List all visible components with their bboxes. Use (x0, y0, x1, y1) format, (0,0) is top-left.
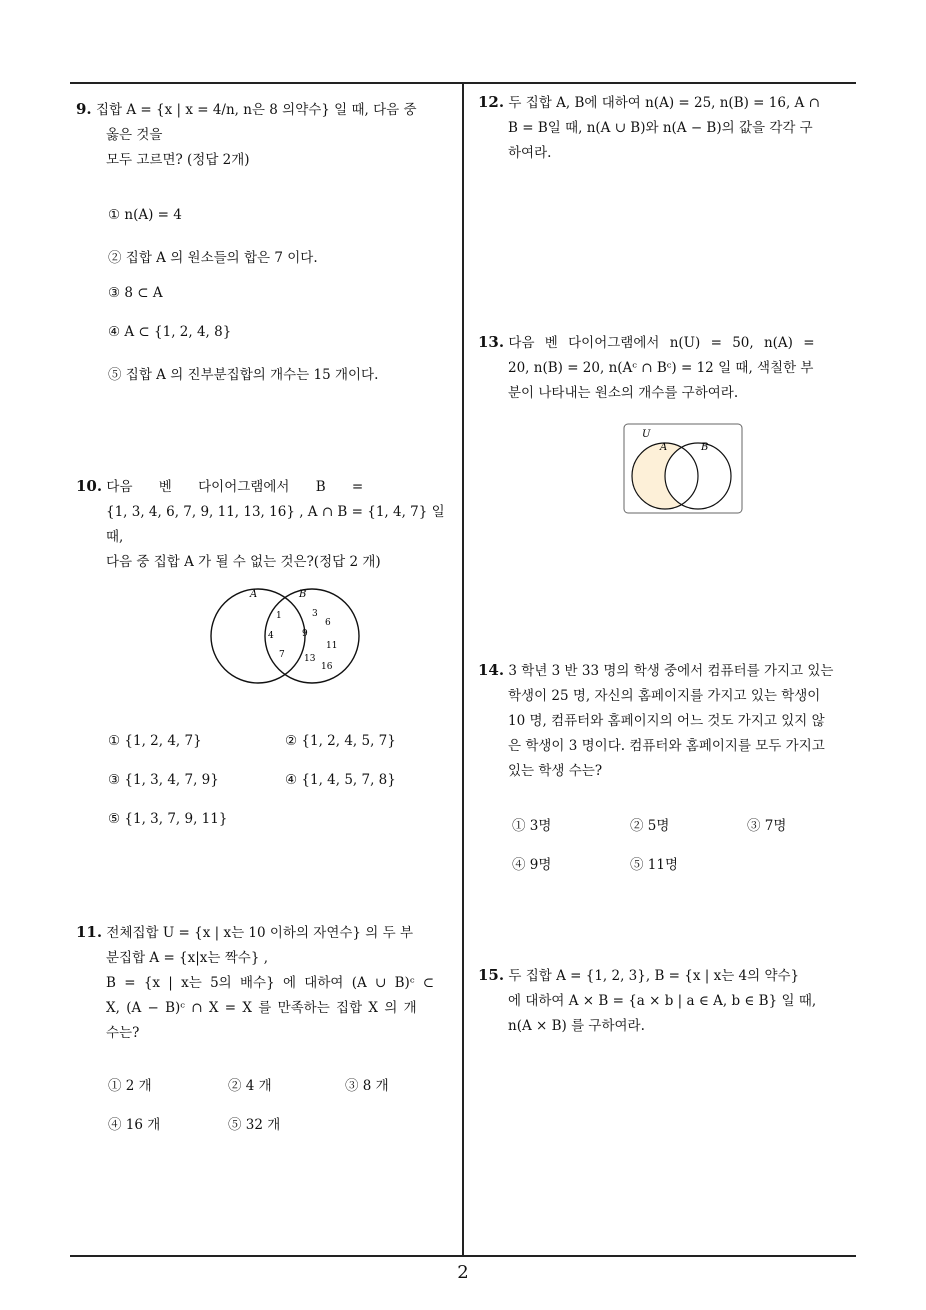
option-1[interactable]: ① n(A) = 4 (108, 207, 182, 223)
question-text: X, (A − B)ᶜ ∩ X = X 를 만족하는 집합 X 의 개 (106, 1000, 417, 1016)
question-14 (478, 658, 858, 784)
universal-set-label: U (642, 429, 651, 440)
set-a-label: A (250, 589, 258, 600)
question-text: 에 대하여 A × B = {a × b | a ∈ A, b ∈ B} 일 때, (508, 993, 817, 1009)
option-4[interactable]: ④ {1, 4, 5, 7, 8} (285, 772, 396, 788)
question-text: 수는? (106, 1025, 140, 1041)
venn-element: 7 (279, 650, 285, 660)
option-3[interactable]: ③ {1, 3, 4, 7, 9} (108, 772, 219, 788)
question-text: 학생이 25 명, 자신의 홈페이지를 가지고 있는 학생이 (508, 688, 821, 704)
option-4[interactable]: ④ 9명 (512, 857, 552, 873)
page-number: 2 (457, 1262, 469, 1283)
option-3[interactable]: ③ 7명 (747, 818, 787, 834)
question-13 (478, 330, 858, 406)
venn-element: 13 (304, 654, 316, 664)
question-number: 9. (76, 100, 92, 118)
column-divider (462, 82, 464, 1256)
venn-element: 3 (312, 609, 318, 619)
question-number: 15. (478, 966, 505, 984)
venn-element: 11 (326, 641, 338, 651)
option-5[interactable]: ⑤ {1, 3, 7, 9, 11} (108, 811, 228, 827)
question-9 (76, 97, 458, 173)
option-2[interactable]: ② 5명 (630, 818, 670, 834)
question-text: 3 학년 3 반 33 명의 학생 중에서 컴퓨터를 가지고 있는 (508, 663, 834, 679)
set-b-label: B (701, 442, 709, 453)
question-10 (76, 474, 458, 575)
venn-diagram-q10 (205, 586, 365, 688)
question-text: 집합 A = {x | x = 4/n, n은 8 의약수} 일 때, 다음 중 (95, 102, 417, 118)
option-1[interactable]: ① 2 개 (108, 1078, 152, 1094)
question-text: 분집합 A = {x|x는 짝수} , (106, 950, 269, 966)
venn-element: 4 (268, 631, 274, 641)
question-text: 하여라. (508, 145, 552, 161)
bottom-rule (70, 1255, 856, 1257)
option-5[interactable]: ⑤ 집합 A 의 진부분집합의 개수는 15 개이다. (108, 367, 379, 383)
question-text: B = B일 때, n(A ∪ B)와 n(A − B)의 값을 각각 구 (508, 120, 813, 136)
option-2[interactable]: ② 4 개 (228, 1078, 272, 1094)
venn-element: 1 (276, 611, 282, 621)
option-3[interactable]: ③ 8 개 (345, 1078, 389, 1094)
question-number: 13. (478, 333, 505, 351)
question-text: n(A × B) 를 구하여라. (508, 1018, 645, 1034)
question-text: 있는 학생 수는? (508, 763, 603, 779)
question-text: 다음 벤 다이어그램에서 n(U) = 50, n(A) = (508, 335, 815, 351)
question-text: 모두 고르면? (정답 2개) (106, 152, 250, 168)
set-a-label: A (660, 442, 668, 453)
question-text: 다음 벤 다이어그램에서 B = (106, 479, 364, 495)
option-5[interactable]: ⑤ 32 개 (228, 1117, 281, 1133)
question-text: {1, 3, 4, 6, 7, 9, 11, 13, 16} , A ∩ B = {1, 4, 7} 일 (106, 504, 445, 520)
option-5[interactable]: ⑤ 11명 (630, 857, 679, 873)
question-text: B = {x | x는 5의 배수} 에 대하여 (A ∪ B)ᶜ ⊂ (106, 975, 435, 991)
question-text: 두 집합 A, B에 대하여 n(A) = 25, n(B) = 16, A ∩ (508, 95, 820, 111)
question-text: 분이 나타내는 원소의 개수를 구하여라. (508, 385, 739, 401)
option-1[interactable]: ① {1, 2, 4, 7} (108, 733, 202, 749)
question-number: 10. (76, 477, 103, 495)
question-text: 두 집합 A = {1, 2, 3}, B = {x | x는 4의 약수} (508, 968, 800, 984)
venn-diagram-q13 (622, 422, 746, 516)
question-text: 옳은 것을 (106, 127, 163, 143)
question-15 (478, 963, 858, 1039)
set-b-label: B (299, 589, 307, 600)
question-text: 10 명, 컴퓨터와 홈페이지의 어느 것도 가지고 있지 않 (508, 713, 825, 729)
question-text: 은 학생이 3 명이다. 컴퓨터와 홈페이지를 모두 가지고 (508, 738, 825, 754)
option-3[interactable]: ③ 8 ⊂ A (108, 285, 163, 301)
question-text: 20, n(B) = 20, n(Aᶜ ∩ Bᶜ) = 12 일 때, 색칠한 부 (508, 360, 814, 376)
question-text: 다음 중 집합 A 가 될 수 없는 것은?(정답 2 개) (106, 554, 381, 570)
question-number: 11. (76, 923, 103, 941)
option-4[interactable]: ④ 16 개 (108, 1117, 161, 1133)
option-4[interactable]: ④ A ⊂ {1, 2, 4, 8} (108, 324, 232, 340)
question-text: 때, (106, 529, 124, 545)
venn-element: 6 (325, 618, 331, 628)
option-2[interactable]: ② {1, 2, 4, 5, 7} (285, 733, 396, 749)
venn-element: 16 (321, 662, 333, 672)
question-number: 14. (478, 661, 505, 679)
option-2[interactable]: ② 집합 A 의 원소들의 합은 7 이다. (108, 250, 318, 266)
question-12 (478, 90, 858, 166)
question-text: 전체집합 U = {x | x는 10 이하의 자연수} 의 두 부 (106, 925, 414, 941)
question-11 (76, 920, 458, 1046)
option-1[interactable]: ① 3명 (512, 818, 552, 834)
question-number: 12. (478, 93, 505, 111)
venn-element: 9 (302, 629, 308, 639)
